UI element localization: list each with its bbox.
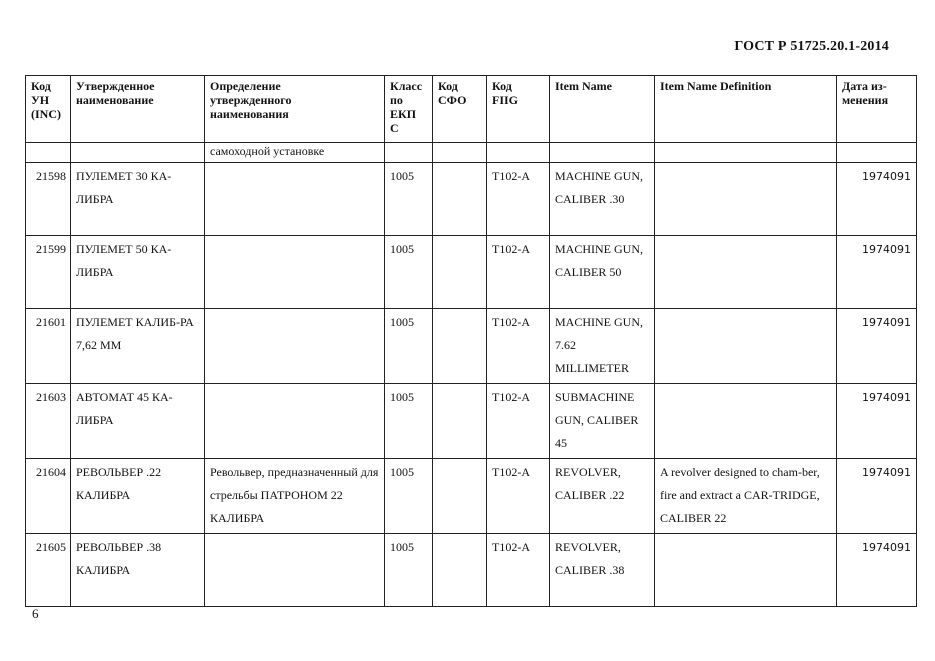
cell-item-name: SUBMACHINE GUN, CALIBER 45: [550, 384, 655, 459]
table-row: [26, 309, 917, 384]
cell-code: 21604: [26, 459, 71, 534]
cell-sfo: [433, 459, 487, 534]
cell-item-definition: [655, 163, 837, 236]
cell-item-definition: [655, 236, 837, 309]
table-row: [26, 163, 917, 236]
cell-class: 1005: [385, 534, 433, 607]
cell-definition: [205, 309, 385, 384]
cell-definition: [205, 163, 385, 236]
cell-class: 1005: [385, 459, 433, 534]
cell-date: 1974091: [837, 534, 917, 607]
cell-sfo: [433, 384, 487, 459]
col-header-date: Дата из- менения: [837, 76, 917, 143]
cell-definition: [205, 534, 385, 607]
table-row: [26, 384, 917, 459]
cell-name: ПУЛЕМЕТ 30 КА-ЛИБРА: [71, 163, 205, 236]
items-table: [25, 75, 917, 607]
cell-fiig: T102-A: [487, 459, 550, 534]
cell-date: 1974091: [837, 459, 917, 534]
cell-fiig: T102-A: [487, 384, 550, 459]
table-container: [25, 75, 917, 607]
cell-code: 21598: [26, 163, 71, 236]
cell-code: 21601: [26, 309, 71, 384]
cell-name: ПУЛЕМЕТ КАЛИБ-РА 7,62 ММ: [71, 309, 205, 384]
cell-name: РЕВОЛЬВЕР .38 КАЛИБРА: [71, 534, 205, 607]
cell-name: ПУЛЕМЕТ 50 КА-ЛИБРА: [71, 236, 205, 309]
col-header-fiig: Код FIIG: [487, 76, 550, 143]
col-header-class: Класс по ЕКП С: [385, 76, 433, 143]
document-code: ГОСТ Р 51725.20.1-2014: [734, 39, 889, 54]
cell-sfo: [433, 163, 487, 236]
table-header-row: [26, 76, 917, 143]
col-header-item-name: Item Name: [550, 76, 655, 143]
cell-name: РЕВОЛЬВЕР .22 КАЛИБРА: [71, 459, 205, 534]
cell-date: 1974091: [837, 163, 917, 236]
cell-definition: [205, 384, 385, 459]
cell-date: 1974091: [837, 309, 917, 384]
cell-class: 1005: [385, 236, 433, 309]
cell-fiig: T102-A: [487, 236, 550, 309]
table-row: [26, 534, 917, 607]
col-header-item-definition: Item Name Definition: [655, 76, 837, 143]
cell-fiig: T102-A: [487, 309, 550, 384]
cell-item-definition: [655, 534, 837, 607]
col-header-name: Утвержденное наименование: [71, 76, 205, 143]
cell-date: 1974091: [837, 384, 917, 459]
cell-class: 1005: [385, 384, 433, 459]
table-row: [26, 459, 917, 534]
cell-sfo: [433, 534, 487, 607]
cell-item-name: REVOLVER, CALIBER .22: [550, 459, 655, 534]
cell-item-name: MACHINE GUN, CALIBER .30: [550, 163, 655, 236]
cell-code: 21603: [26, 384, 71, 459]
cell-sfo: [433, 236, 487, 309]
cell-sfo: [433, 309, 487, 384]
cell-class: 1005: [385, 309, 433, 384]
table-row-continuation: [26, 143, 917, 163]
cell-item-name: MACHINE GUN, 7.62 MILLIMETER: [550, 309, 655, 384]
col-header-sfo: Код СФО: [433, 76, 487, 143]
cell-definition: Револьвер, предназначенный для стрельбы ПАТРОНОМ 22 КАЛИБРА: [205, 459, 385, 534]
page-number: 6: [32, 606, 39, 621]
cell-fiig: T102-A: [487, 534, 550, 607]
cell-item-definition: [655, 309, 837, 384]
cell-definition: самоходной установке: [205, 143, 385, 163]
cell-definition: [205, 236, 385, 309]
table-row: [26, 236, 917, 309]
cell-code: 21605: [26, 534, 71, 607]
cell-item-definition: A revolver designed to cham-ber, fire and extract a CAR-TRIDGE, CALIBER 22: [655, 459, 837, 534]
col-header-code: Код УН (INC): [26, 76, 71, 143]
cell-class: 1005: [385, 163, 433, 236]
cell-item-name: REVOLVER, CALIBER .38: [550, 534, 655, 607]
col-header-definition: Определение утвержденного наименования: [205, 76, 385, 143]
cell-code: 21599: [26, 236, 71, 309]
cell-fiig: T102-A: [487, 163, 550, 236]
cell-item-definition: [655, 384, 837, 459]
cell-name: АВТОМАТ 45 КА-ЛИБРА: [71, 384, 205, 459]
cell-date: 1974091: [837, 236, 917, 309]
cell-item-name: MACHINE GUN, CALIBER 50: [550, 236, 655, 309]
